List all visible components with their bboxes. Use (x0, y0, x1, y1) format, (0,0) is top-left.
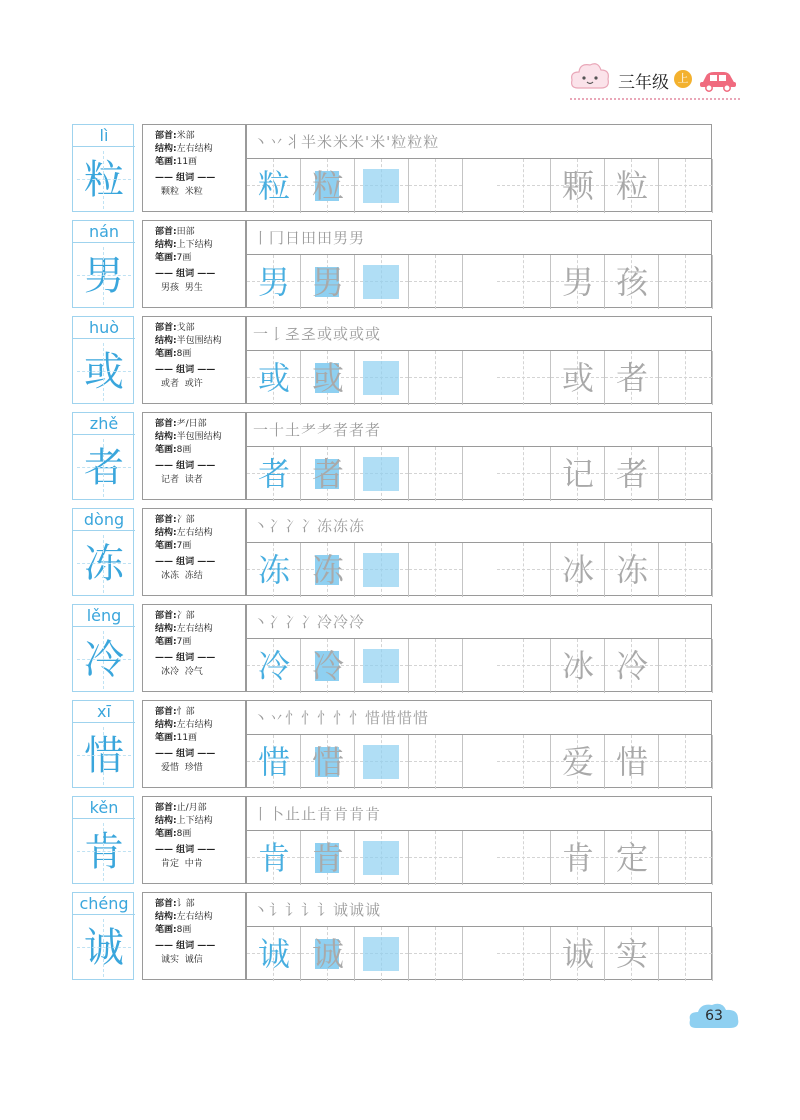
practice-cell[interactable] (247, 831, 301, 885)
radical-label: 部首: (155, 803, 177, 813)
practice-cells (247, 351, 711, 405)
main-char-box (72, 796, 134, 884)
practice-cell[interactable] (247, 255, 301, 309)
main-char-text: 冻 (84, 541, 124, 587)
practice-cell[interactable] (301, 255, 355, 309)
practice-cell[interactable] (409, 639, 463, 693)
word-1: 记者 (161, 475, 180, 485)
model-char: 诚 (257, 935, 290, 973)
model-char: 或 (257, 359, 290, 397)
practice-cell[interactable] (301, 927, 355, 981)
practice-cell[interactable] (605, 639, 659, 693)
stroke-shape-highlight (363, 841, 399, 875)
character-row (72, 700, 712, 788)
structure-value: 左右结构 (176, 528, 213, 538)
radical-value: 忄部 (176, 707, 195, 717)
word-char-2: 者 (615, 455, 648, 493)
stroke-shape-highlight (363, 745, 399, 779)
practice-cell[interactable] (409, 447, 463, 501)
radical-label: 部首: (155, 707, 177, 717)
strokes-label: 笔画: (155, 445, 177, 455)
practice-cell[interactable] (355, 831, 409, 885)
structure-value: 左右结构 (176, 720, 213, 730)
practice-cell[interactable] (355, 927, 409, 981)
practice-grid (246, 508, 712, 596)
model-char: 肯 (257, 839, 290, 877)
practice-cell[interactable] (551, 927, 605, 981)
trace-char: 诚 (311, 935, 344, 973)
radical-value: 冫部 (176, 611, 195, 621)
practice-cell[interactable] (551, 447, 605, 501)
radical-label: 部首: (155, 419, 177, 429)
trace-char: 粒 (311, 167, 344, 205)
structure-label: 结构: (155, 144, 177, 154)
volume-badge: 上 (674, 70, 692, 88)
strokes-label: 笔画: (155, 349, 177, 359)
word-char-2: 惜 (615, 743, 648, 781)
stroke-order: 丨卜止止肯肯肯肯 (247, 797, 711, 831)
practice-cell[interactable] (301, 447, 355, 501)
practice-cell[interactable] (551, 255, 605, 309)
word-char-2: 定 (615, 839, 648, 877)
practice-cell[interactable] (497, 639, 551, 693)
word-2: 中肯 (184, 859, 203, 869)
char-info (142, 316, 246, 404)
practice-grid (246, 700, 712, 788)
word-2: 或许 (184, 379, 203, 389)
structure-label: 结构: (155, 816, 177, 826)
word-char-1: 男 (561, 263, 594, 301)
model-char: 者 (257, 455, 290, 493)
practice-cell[interactable] (497, 255, 551, 309)
radical-value: 田部 (176, 227, 195, 237)
character-row (72, 220, 712, 308)
strokes-label: 笔画: (155, 733, 177, 743)
words-label: —— 组词 —— (155, 749, 216, 759)
practice-cell[interactable] (247, 927, 301, 981)
word-char-1: 肯 (561, 839, 594, 877)
stroke-order: 丶冫冫冫冻冻冻 (247, 509, 711, 543)
page-header (570, 58, 740, 102)
radical-value: 耂/日部 (176, 419, 207, 429)
practice-cell[interactable] (247, 351, 301, 405)
character-row (72, 412, 712, 500)
word-2: 米粒 (184, 187, 203, 197)
main-char-text: 或 (84, 349, 124, 395)
word-2: 冻结 (184, 571, 203, 581)
practice-grid (246, 220, 712, 308)
practice-cell[interactable] (659, 351, 713, 405)
practice-cell[interactable] (409, 255, 463, 309)
word-2: 诚信 (184, 955, 203, 965)
practice-grid (246, 316, 712, 404)
practice-cells (247, 639, 711, 693)
practice-cell[interactable] (301, 159, 355, 213)
strokes-value: 8画 (176, 925, 192, 935)
word-1: 颗粒 (161, 187, 180, 197)
main-char-box (72, 700, 134, 788)
model-char: 惜 (257, 743, 290, 781)
stroke-order: 丶丷忄忄忄忄忄惜惜惜惜 (247, 701, 711, 735)
word-char-2: 实 (615, 935, 648, 973)
char-info (142, 412, 246, 500)
strokes-value: 11画 (176, 733, 198, 743)
model-char: 粒 (257, 167, 290, 205)
practice-cell[interactable] (497, 735, 551, 789)
practice-cell[interactable] (659, 447, 713, 501)
stroke-order: 一𠄌𢀖𢀖或或或或 (247, 317, 711, 351)
practice-cell[interactable] (551, 159, 605, 213)
practice-cell[interactable] (355, 639, 409, 693)
char-info (142, 220, 246, 308)
trace-char: 肯 (311, 839, 344, 877)
main-char-box (72, 316, 134, 404)
grade-label: 三年级 (618, 73, 669, 93)
practice-cell[interactable] (247, 447, 301, 501)
practice-cell[interactable] (659, 543, 713, 597)
trace-char: 冻 (311, 551, 344, 589)
word-char-1: 颗 (561, 167, 594, 205)
practice-cell[interactable] (409, 831, 463, 885)
structure-value: 上下结构 (176, 816, 213, 826)
char-info (142, 700, 246, 788)
trace-char: 或 (311, 359, 344, 397)
word-1: 肯定 (161, 859, 180, 869)
practice-cell[interactable] (247, 543, 301, 597)
practice-cell[interactable] (409, 543, 463, 597)
stroke-shape-highlight (363, 169, 399, 203)
practice-cell[interactable] (497, 543, 551, 597)
structure-value: 半包围结构 (176, 432, 222, 442)
words-label: —— 组词 —— (155, 941, 216, 951)
strokes-value: 8画 (176, 445, 192, 455)
main-char-box (72, 892, 134, 980)
strokes-value: 11画 (176, 157, 198, 167)
main-char (73, 723, 135, 789)
stroke-shape-highlight (363, 265, 399, 299)
practice-cell[interactable] (409, 927, 463, 981)
main-char (73, 531, 135, 597)
strokes-label: 笔画: (155, 829, 177, 839)
char-info (142, 796, 246, 884)
practice-cell[interactable] (247, 735, 301, 789)
practice-cell[interactable] (659, 831, 713, 885)
strokes-label: 笔画: (155, 157, 177, 167)
radical-label: 部首: (155, 899, 177, 909)
main-char-box (72, 220, 134, 308)
structure-label: 结构: (155, 720, 177, 730)
stroke-order: 丶冫冫冫冷冷冷 (247, 605, 711, 639)
strokes-value: 8画 (176, 349, 192, 359)
words-label: —— 组词 —— (155, 845, 216, 855)
strokes-label: 笔画: (155, 637, 177, 647)
radical-label: 部首: (155, 227, 177, 237)
structure-label: 结构: (155, 240, 177, 250)
model-char: 冷 (257, 647, 290, 685)
main-char-text: 粒 (84, 157, 124, 203)
practice-cell[interactable] (551, 351, 605, 405)
practice-cells (247, 447, 711, 501)
stroke-shape-highlight (363, 361, 399, 395)
practice-cell[interactable] (497, 831, 551, 885)
practice-cell[interactable] (659, 639, 713, 693)
word-2: 男生 (184, 283, 203, 293)
strokes-value: 7画 (176, 637, 192, 647)
radical-value: 止/月部 (176, 803, 207, 813)
word-2: 读者 (184, 475, 203, 485)
practice-cells (247, 543, 711, 597)
structure-label: 结构: (155, 624, 177, 634)
page-number: 63 (705, 1008, 723, 1024)
character-practice-list (72, 124, 712, 988)
stroke-order: 丨冂日田田男男 (247, 221, 711, 255)
word-char-2: 冷 (615, 647, 648, 685)
radical-value: 戈部 (176, 323, 195, 333)
word-char-2: 孩 (615, 263, 648, 301)
radical-value: 冫部 (176, 515, 195, 525)
main-char (73, 339, 135, 405)
character-row (72, 604, 712, 692)
car-icon (698, 68, 738, 92)
word-char-1: 冰 (561, 551, 594, 589)
radical-label: 部首: (155, 515, 177, 525)
practice-cell[interactable] (659, 159, 713, 213)
word-1: 爱惜 (161, 763, 180, 773)
practice-cell[interactable] (605, 351, 659, 405)
main-char-text: 冷 (84, 637, 124, 683)
practice-cell[interactable] (355, 351, 409, 405)
practice-cells (247, 255, 711, 309)
strokes-label: 笔画: (155, 253, 177, 263)
pinyin: lì (73, 125, 135, 147)
main-char-text: 者 (84, 445, 124, 491)
pinyin: kěn (73, 797, 135, 819)
pinyin: xī (73, 701, 135, 723)
practice-cell[interactable] (497, 927, 551, 981)
pinyin: chéng (73, 893, 135, 915)
char-info (142, 508, 246, 596)
practice-cell[interactable] (409, 159, 463, 213)
practice-cell[interactable] (355, 543, 409, 597)
practice-cell[interactable] (551, 735, 605, 789)
main-char-text: 男 (84, 253, 124, 299)
trace-char: 惜 (311, 743, 344, 781)
stroke-order: 一十土耂耂者者者 (247, 413, 711, 447)
structure-value: 上下结构 (176, 240, 213, 250)
practice-cell[interactable] (605, 831, 659, 885)
word-1: 冰冻 (161, 571, 180, 581)
strokes-label: 笔画: (155, 925, 177, 935)
char-info (142, 892, 246, 980)
words-label: —— 组词 —— (155, 269, 216, 279)
strokes-value: 7画 (176, 253, 192, 263)
words-label: —— 组词 —— (155, 173, 216, 183)
trace-char: 冷 (311, 647, 344, 685)
word-1: 诚实 (161, 955, 180, 965)
practice-grid (246, 124, 712, 212)
structure-label: 结构: (155, 912, 177, 922)
practice-cell[interactable] (301, 351, 355, 405)
word-char-2: 粒 (615, 167, 648, 205)
header-dotted-line (570, 98, 740, 100)
practice-cell[interactable] (355, 447, 409, 501)
word-char-1: 爱 (561, 743, 594, 781)
practice-cell[interactable] (409, 735, 463, 789)
main-char (73, 243, 135, 309)
structure-label: 结构: (155, 528, 177, 538)
practice-cell[interactable] (497, 447, 551, 501)
practice-cell[interactable] (659, 255, 713, 309)
main-char (73, 627, 135, 693)
model-char: 冻 (257, 551, 290, 589)
main-char-text: 惜 (84, 733, 124, 779)
stroke-shape-highlight (363, 937, 399, 971)
structure-value: 左右结构 (176, 144, 213, 154)
char-info (142, 604, 246, 692)
word-1: 男孩 (161, 283, 180, 293)
practice-cell[interactable] (355, 159, 409, 213)
practice-cells (247, 735, 711, 789)
main-char (73, 435, 135, 501)
practice-cells (247, 927, 711, 981)
practice-cells (247, 831, 711, 885)
words-label: —— 组词 —— (155, 365, 216, 375)
words-label: —— 组词 —— (155, 461, 216, 471)
trace-char: 者 (311, 455, 344, 493)
practice-cell[interactable] (409, 351, 463, 405)
main-char-box (72, 412, 134, 500)
practice-cell[interactable] (605, 927, 659, 981)
practice-cell[interactable] (355, 735, 409, 789)
practice-cell[interactable] (301, 639, 355, 693)
main-char (73, 147, 135, 213)
structure-label: 结构: (155, 336, 177, 346)
practice-grid (246, 796, 712, 884)
radical-label: 部首: (155, 611, 177, 621)
practice-grid (246, 604, 712, 692)
pinyin: nán (73, 221, 135, 243)
stroke-shape-highlight (363, 457, 399, 491)
strokes-value: 7画 (176, 541, 192, 551)
main-char-box (72, 604, 134, 692)
practice-cell[interactable] (301, 735, 355, 789)
word-char-1: 记 (561, 455, 594, 493)
practice-cell[interactable] (301, 543, 355, 597)
word-char-1: 或 (561, 359, 594, 397)
main-char-text: 肯 (84, 829, 124, 875)
practice-cell[interactable] (551, 639, 605, 693)
practice-cell[interactable] (247, 639, 301, 693)
pinyin: lěng (73, 605, 135, 627)
radical-label: 部首: (155, 131, 177, 141)
main-char (73, 915, 135, 981)
character-row (72, 892, 712, 980)
model-char: 男 (257, 263, 290, 301)
practice-cell[interactable] (605, 255, 659, 309)
practice-cell[interactable] (605, 735, 659, 789)
words-label: —— 组词 —— (155, 653, 216, 663)
practice-cell[interactable] (605, 543, 659, 597)
main-char-box (72, 508, 134, 596)
practice-cells (247, 159, 711, 213)
main-char (73, 819, 135, 885)
practice-cell[interactable] (355, 255, 409, 309)
char-info (142, 124, 246, 212)
practice-cell[interactable] (551, 831, 605, 885)
character-row (72, 796, 712, 884)
practice-cell[interactable] (247, 159, 301, 213)
structure-value: 半包围结构 (176, 336, 222, 346)
structure-label: 结构: (155, 432, 177, 442)
strokes-value: 8画 (176, 829, 192, 839)
main-char-text: 诚 (84, 925, 124, 971)
strokes-label: 笔画: (155, 541, 177, 551)
word-2: 珍惜 (184, 763, 203, 773)
trace-char: 男 (311, 263, 344, 301)
pinyin: dòng (73, 509, 135, 531)
structure-value: 左右结构 (176, 624, 213, 634)
word-char-1: 冰 (561, 647, 594, 685)
word-char-2: 者 (615, 359, 648, 397)
pinyin: huò (73, 317, 135, 339)
practice-cell[interactable] (551, 543, 605, 597)
practice-cell[interactable] (301, 831, 355, 885)
practice-grid (246, 412, 712, 500)
words-label: —— 组词 —— (155, 557, 216, 567)
practice-cell[interactable] (659, 927, 713, 981)
stroke-order: 丶丷丬半米米米'米'粒粒粒 (247, 125, 711, 159)
word-1: 或者 (161, 379, 180, 389)
main-char-box (72, 124, 134, 212)
radical-label: 部首: (155, 323, 177, 333)
stroke-order: 丶讠讠讠讠诚诚诚 (247, 893, 711, 927)
word-char-2: 冻 (615, 551, 648, 589)
practice-cell[interactable] (605, 447, 659, 501)
word-2: 冷气 (184, 667, 203, 677)
practice-cell[interactable] (605, 159, 659, 213)
practice-grid (246, 892, 712, 980)
radical-value: 讠部 (176, 899, 195, 909)
cloud-face-icon (570, 60, 610, 94)
practice-cell[interactable] (659, 735, 713, 789)
word-1: 冰冷 (161, 667, 180, 677)
character-row (72, 316, 712, 404)
stroke-shape-highlight (363, 649, 399, 683)
character-row (72, 124, 712, 212)
radical-value: 米部 (176, 131, 195, 141)
stroke-shape-highlight (363, 553, 399, 587)
pinyin: zhě (73, 413, 135, 435)
page-number-cloud (688, 1000, 740, 1032)
practice-cell[interactable] (497, 351, 551, 405)
practice-cell[interactable] (497, 159, 551, 213)
character-row (72, 508, 712, 596)
word-char-1: 诚 (561, 935, 594, 973)
structure-value: 左右结构 (176, 912, 213, 922)
